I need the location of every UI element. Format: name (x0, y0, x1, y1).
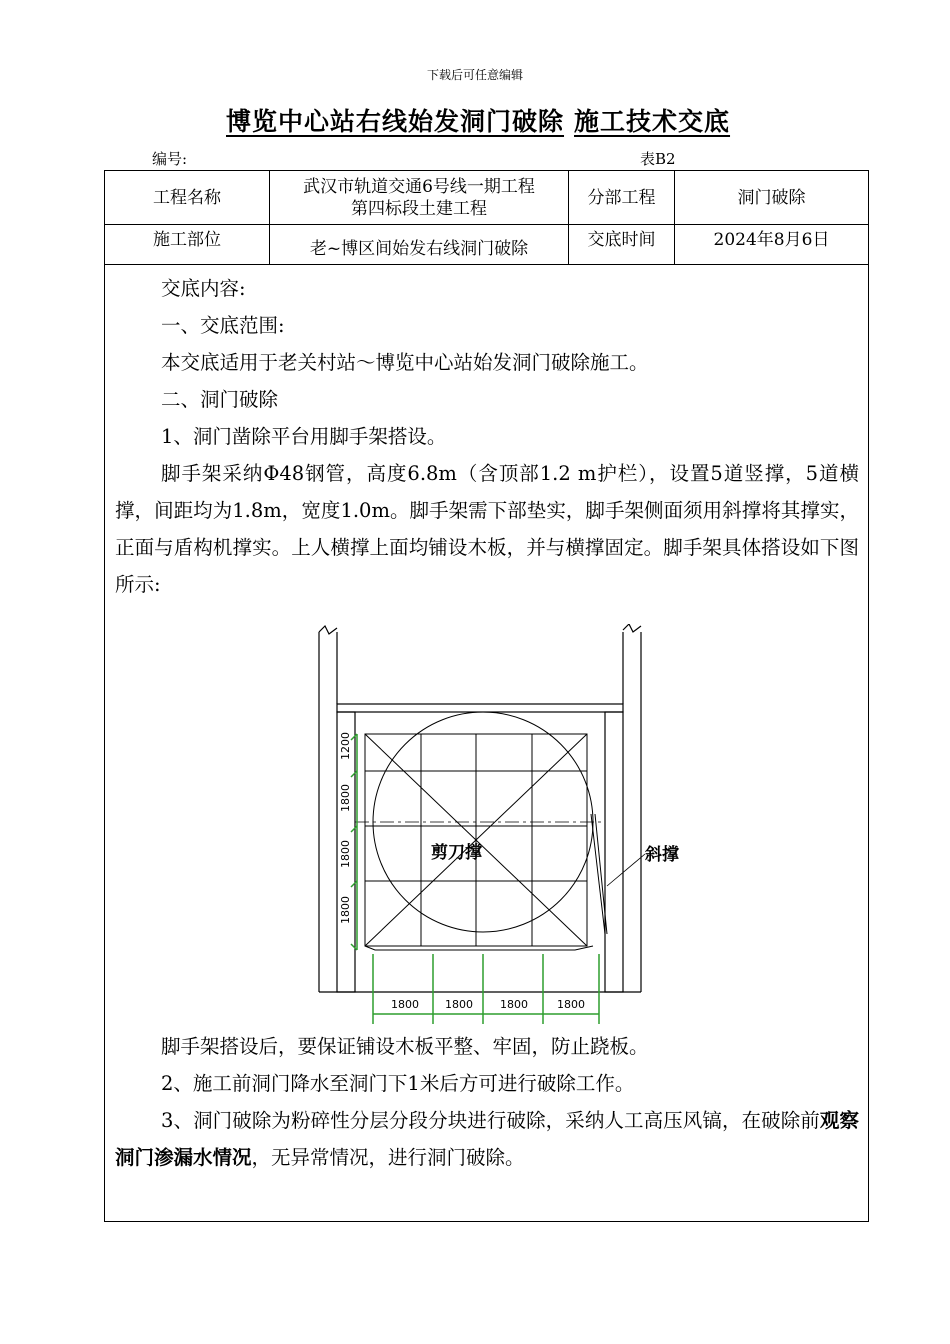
location-value: 老~博区间始发右线洞门破除 (270, 225, 569, 265)
para-item1: 1、洞门凿除平台用脚手架搭设。 (161, 425, 447, 448)
sub-project-label: 分部工程 (569, 171, 675, 225)
para-item2: 2、施工前洞门降水至洞门下1米后方可进行破除工作。 (161, 1072, 635, 1095)
para-heading: 交底内容: (161, 277, 246, 300)
vdim-3: 1800 (339, 840, 352, 868)
para-item3-a: 3、洞门破除为粉碎性分层分段分块进行破除，采纳人工高压风镐，在破除前 (161, 1109, 820, 1132)
hdim-3: 1800 (500, 998, 528, 1011)
shaft-walls (319, 624, 641, 992)
para-item3-c: ，无异常情况，进行洞门破除。 (251, 1146, 525, 1169)
para-scope-heading: 一、交底范围: (161, 314, 285, 337)
project-name-line1: 武汉市轨道交通6号线一期工程 (303, 176, 535, 197)
label-scissor-brace: 剪刀撑 (431, 843, 482, 863)
para-item3-emphasis: 观察洞门渗漏水情况 (115, 1109, 859, 1169)
content-top (115, 270, 859, 603)
content-bottom (115, 1028, 859, 1176)
label-diagonal-brace: 斜撑 (645, 845, 679, 865)
number-label: 编号: (152, 150, 188, 168)
para-section2: 二、洞门破除 (161, 388, 279, 411)
page-title (226, 102, 730, 138)
hdim-4: 1800 (557, 998, 585, 1011)
table-code: 表B2 (640, 150, 676, 168)
sub-project-value: 洞门破除 (675, 171, 869, 225)
project-name-label: 工程名称 (105, 171, 270, 225)
vdim-2: 1800 (339, 784, 352, 812)
para-item3 (115, 1102, 859, 1176)
para-scaffold-desc: 脚手架采纳Φ48钢管，高度6.8m（含顶部1.2 m护栏），设置5道竖撑，5道横撑，间距均为1.8m，宽度1.0m。脚手架需下部垫实，脚手架侧面须用斜撑将其撑实，正面与盾构机撑实。上人横撑上面均铺设木板，并与横撑固定。脚手架具体搭设如下图所示: (115, 462, 859, 596)
scaffold-diagram (315, 624, 795, 1024)
content-box (104, 264, 869, 1222)
horizontal-dim-line (373, 954, 599, 1024)
info-table (104, 170, 869, 265)
vdim-4: 1800 (339, 896, 352, 924)
title-part1: 博览中心站右线始发洞门破除 (226, 107, 565, 136)
date-value: 2024年8月6日 (675, 225, 869, 265)
para-scope: 本交底适用于老关村站～博览中心站始发洞门破除施工。 (161, 351, 649, 374)
hdim-1: 1800 (391, 998, 419, 1011)
hdim-2: 1800 (445, 998, 473, 1011)
date-label: 交底时间 (569, 225, 675, 265)
watermark-text: 下载后可任意编辑 (426, 68, 523, 82)
location-label: 施工部位 (105, 225, 270, 265)
project-name-line2: 第四标段土建工程 (351, 198, 487, 219)
vdim-1: 1200 (339, 732, 352, 760)
para-scaffold-note: 脚手架搭设后，要保证铺设木板平整、牢固，防止跷板。 (161, 1035, 649, 1058)
project-name-value (270, 171, 569, 225)
title-part2: 施工技术交底 (574, 107, 731, 136)
scaffold-grid (365, 734, 593, 950)
